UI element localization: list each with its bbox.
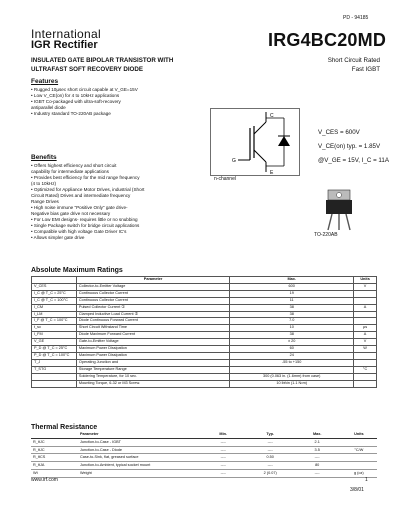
value-cell: 24: [230, 352, 354, 359]
revision-date: 3/8/01: [350, 487, 364, 493]
benefit-item: • High noise immune "Positive Only" gate drive-: [31, 205, 128, 210]
parameter-cell: Short Circuit Withstand Time: [76, 325, 229, 332]
value-cell: 60: [230, 346, 354, 353]
value-cell: 10: [230, 325, 354, 332]
parameter-cell: Soldering Temperature, for 10 sec.: [76, 373, 229, 380]
subtitle-line-2: Fast IGBT: [351, 66, 380, 73]
symbol-cell: R_θJA: [31, 462, 78, 470]
max-cell: 3.5: [294, 446, 341, 454]
header-cell: Max.: [230, 277, 354, 284]
table-row: [32, 373, 377, 380]
package-lead: [328, 214, 332, 230]
package-image: [318, 188, 360, 232]
thermal-heading: Thermal Resistance: [31, 424, 98, 431]
table-row: [32, 283, 377, 290]
unit-cell: [354, 297, 377, 304]
thermal-table: [31, 431, 377, 478]
company-logo-line2: IGR Rectifier: [31, 39, 98, 51]
symbol-cell: [32, 373, 77, 380]
min-cell: ----: [200, 469, 247, 477]
parameter-cell: Gate-to-Emitter Voltage: [76, 339, 229, 346]
parameter-cell: Operating Junction and: [76, 359, 229, 366]
value-cell: 19: [230, 290, 354, 297]
spec-vces: V_CES = 600V: [318, 129, 360, 136]
unit-cell: A: [354, 304, 377, 311]
value-cell: 11: [230, 297, 354, 304]
benefits-list: [31, 163, 206, 241]
unit-cell: V: [354, 283, 377, 290]
value-cell: 300 (0.063 in. (1.6mm) from case): [230, 373, 354, 380]
terminal-c: C: [270, 113, 274, 119]
parameter-cell: Diode Maximum Forward Current: [76, 332, 229, 339]
symbol-cell: t_sc: [32, 325, 77, 332]
title-line-1: INSULATED GATE BIPOLAR TRANSISTOR WITH: [31, 57, 174, 64]
features-list: [31, 87, 206, 117]
min-cell: ----: [200, 462, 247, 470]
table-row: [31, 469, 377, 477]
benefit-item: capability for intermediate applications: [31, 169, 109, 174]
header-cell: Parameter: [78, 431, 200, 438]
feature-item: antiparallel diode: [31, 105, 66, 110]
symbol-cell: I_FM: [32, 332, 77, 339]
spec-condition: @V_GE = 15V, I_C = 11A: [318, 157, 389, 164]
max-cell: ----: [294, 454, 341, 462]
table-header-row: [32, 277, 377, 284]
benefit-item: (4 to 10kHz): [31, 181, 57, 186]
collector-line: [254, 122, 266, 134]
table-row: [31, 462, 377, 470]
min-cell: ----: [200, 438, 247, 446]
value-cell: 38: [230, 304, 354, 311]
igbt-schematic-symbol: [210, 108, 300, 176]
symbol-cell: P_D @ T_C = 25°C: [32, 346, 77, 353]
parameter-cell: Mounting Torque, 6-32 or M3 Screw.: [76, 380, 229, 387]
package-label: TO-220AB: [314, 232, 338, 238]
device-title: [31, 56, 281, 74]
benefit-item: Range Drives: [31, 199, 59, 204]
abs-max-table: [31, 276, 377, 388]
table-row: [32, 352, 377, 359]
header-cell: Units: [341, 431, 377, 438]
min-cell: ----: [200, 454, 247, 462]
parameter-cell: Collector-to-Emitter Voltage: [76, 283, 229, 290]
benefit-item: • Optimized for Appliance Motor Drives, industrial (Short: [31, 187, 145, 192]
parameter-cell: Continuous Collector Current: [76, 290, 229, 297]
symbol-cell: T_STG: [32, 366, 77, 373]
diode-triangle: [278, 136, 290, 146]
max-cell: 2.1: [294, 438, 341, 446]
unit-cell: °C/W: [341, 446, 377, 454]
parameter-cell: Maximum Power Dissipation: [76, 346, 229, 353]
symbol-cell: R_θCS: [31, 454, 78, 462]
website-link[interactable]: www.irf.com: [31, 477, 58, 483]
parameter-cell: Continuous Collector Current: [76, 297, 229, 304]
typ-cell: 2 (0.07): [247, 469, 294, 477]
feature-item: • IGBT Co-packaged with ultra-soft-recovery: [31, 99, 121, 104]
abs-max-heading: Absolute Maximum Ratings: [31, 267, 123, 274]
parameter-cell: Junction-to-Case - IGBT: [78, 438, 200, 446]
symbol-cell: [32, 380, 77, 387]
parameter-cell: Case-to-Sink, flat, greased surface: [78, 454, 200, 462]
table-row: [32, 366, 377, 373]
header-cell: [32, 277, 77, 284]
parameter-cell: Junction-to-Case - Diode: [78, 446, 200, 454]
unit-cell: [354, 359, 377, 366]
table-row: [32, 325, 377, 332]
terminal-g: G: [232, 158, 236, 164]
parameter-cell: Clamped Inductive Load Current ②: [76, 311, 229, 318]
typ-cell: 0.50: [247, 454, 294, 462]
feature-item: • Low V_CE(on) for 4 to 10kHz applications: [31, 93, 120, 98]
emitter-line: [254, 150, 266, 162]
value-cell: [230, 366, 354, 373]
value-cell: 38: [230, 332, 354, 339]
mounting-hole: [337, 193, 342, 198]
parameter-cell: Maximum Power Dissipation: [76, 352, 229, 359]
header-cell: Units: [354, 277, 377, 284]
table-row: [32, 290, 377, 297]
max-cell: ----: [294, 469, 341, 477]
table-row: [32, 311, 377, 318]
symbol-cell: V_CES: [32, 283, 77, 290]
table-row: [31, 454, 377, 462]
page-number: 1: [365, 477, 368, 483]
table-header-row: [31, 431, 377, 438]
unit-cell: W: [354, 346, 377, 353]
table-row: [32, 304, 377, 311]
header-cell: Typ.: [247, 431, 294, 438]
symbol-cell: Wt: [31, 469, 78, 477]
table-row: [32, 318, 377, 325]
benefits-heading: Benefits: [31, 154, 57, 161]
header-cell: Min.: [200, 431, 247, 438]
unit-cell: A: [354, 332, 377, 339]
header-cell: Parameter: [76, 277, 229, 284]
features-heading: Features: [31, 78, 59, 85]
benefit-item: • Offers highest efficiency and short circuit: [31, 163, 117, 168]
key-specs: [318, 126, 389, 168]
max-cell: 80: [294, 462, 341, 470]
feature-item: • Rugged 10µsec short circuit capable at V_GE=15V: [31, 87, 138, 92]
unit-cell: [341, 438, 377, 446]
table-row: [32, 380, 377, 387]
unit-cell: [354, 373, 377, 380]
symbol-cell: I_C @ T_C = 100°C: [32, 297, 77, 304]
benefit-item: • Compatible with high voltage Gate Driver IC's: [31, 229, 127, 234]
benefit-item: • Provides best efficiency for the mid range frequency: [31, 175, 140, 180]
table-row: [32, 359, 377, 366]
spec-vce-on: V_CE(on) typ. = 1.85V: [318, 143, 381, 150]
title-line-2: ULTRAFAST SOFT RECOVERY DIODE: [31, 66, 143, 73]
channel-label: n-channel: [214, 176, 236, 182]
symbol-cell: V_GE: [32, 339, 77, 346]
unit-cell: [354, 318, 377, 325]
parameter-cell: Storage Temperature Range: [76, 366, 229, 373]
feature-item: • Industry standard TO-220AB package: [31, 111, 111, 116]
parameter-cell: Pulsed Collector Current ①: [76, 304, 229, 311]
value-cell: 600: [230, 283, 354, 290]
company-logo-line1: International: [31, 27, 101, 41]
parameter-cell: Diode Continuous Forward Current: [76, 318, 229, 325]
value-cell: 7.0: [230, 318, 354, 325]
header-cell: Max.: [294, 431, 341, 438]
symbol-cell: I_C @ T_C = 25°C: [32, 290, 77, 297]
unit-cell: µs: [354, 325, 377, 332]
symbol-cell: T_J: [32, 359, 77, 366]
unit-cell: [341, 462, 377, 470]
value-cell: 10 lbf•in (1.1 N•m): [230, 380, 354, 387]
unit-cell: [354, 290, 377, 297]
table-row: [32, 297, 377, 304]
symbol-cell: P_D @ T_C = 100°C: [32, 352, 77, 359]
benefit-item: • Allows simpler gate drive: [31, 235, 85, 240]
symbol-cell: I_CM: [32, 304, 77, 311]
value-cell: 38: [230, 311, 354, 318]
header-cell: [31, 431, 78, 438]
document-number: PD - 94185: [343, 15, 369, 21]
table-row: [32, 339, 377, 346]
parameter-cell: Weight: [78, 469, 200, 477]
package-lead: [346, 214, 350, 230]
benefit-item: Negative bias gate drive not necessary: [31, 211, 111, 216]
unit-cell: V: [354, 339, 377, 346]
unit-cell: [354, 311, 377, 318]
table-row: [32, 346, 377, 353]
unit-cell: °C: [354, 366, 377, 373]
package-body: [326, 200, 352, 214]
symbol-cell: R_θJC: [31, 446, 78, 454]
unit-cell: [354, 380, 377, 387]
value-cell: -55 to +150: [230, 359, 354, 366]
parameter-cell: Junction-to-Ambient, typical socket mount: [78, 462, 200, 470]
unit-cell: [354, 352, 377, 359]
typ-cell: ----: [247, 462, 294, 470]
unit-cell: g (oz): [341, 469, 377, 477]
symbol-cell: R_θJC: [31, 438, 78, 446]
symbol-cell: I_F @ T_C = 100°C: [32, 318, 77, 325]
typ-cell: ----: [247, 446, 294, 454]
table-row: [32, 332, 377, 339]
benefit-item: • Single Package switch for bridge circuit applications: [31, 223, 140, 228]
symbol-cell: I_LM: [32, 311, 77, 318]
benefit-item: Circuit Rated) Drives and intermediate frequency: [31, 193, 131, 198]
value-cell: ± 20: [230, 339, 354, 346]
part-number: IRG4BC20MD: [268, 30, 387, 50]
terminal-e: E: [270, 170, 274, 176]
device-subtitle: [300, 56, 380, 74]
subtitle-line-1: Short Circuit Rated: [327, 57, 380, 64]
unit-cell: [341, 454, 377, 462]
benefit-item: • For Low EMI designs- requires little or no snubbing: [31, 217, 138, 222]
table-row: [31, 438, 377, 446]
table-row: [31, 446, 377, 454]
typ-cell: ----: [247, 438, 294, 446]
min-cell: ----: [200, 446, 247, 454]
